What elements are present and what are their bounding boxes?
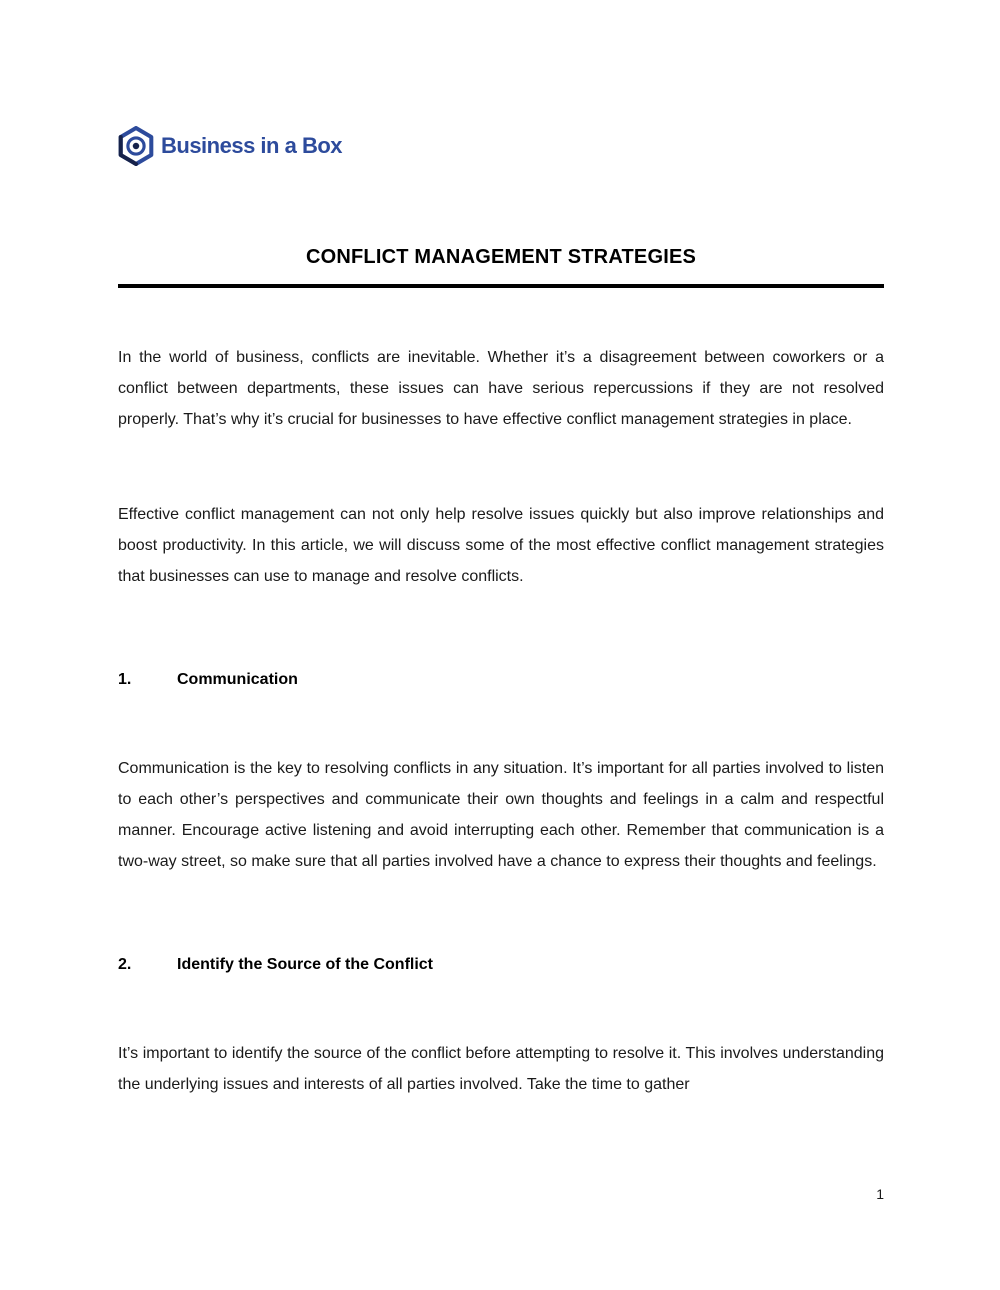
section-1-heading-label: Communication	[177, 671, 298, 688]
logo-wordmark: Business in a Box	[161, 133, 343, 158]
section-2-body: It’s important to identify the source of the conflict before attempting to resolve it. This involves understanding the underlying issues and interests of all parties involved. Take the time to gather	[118, 1045, 884, 1093]
hexagon-logo-icon	[118, 126, 154, 166]
document-content	[118, 0, 884, 1100]
section-1-number: 1.	[118, 671, 132, 688]
section-1-body: Communication is the key to resolving conflicts in any situation. It’s important for all parties involved to listen to each other’s perspectives and communicate their own thoughts and feelings in a calm and respectful manner. Encourage active listening and avoid interrupting each other. Remember that communication is a two-way street, so make sure that all parties involved have a chance to express their thoughts and feelings.	[118, 760, 884, 870]
section-2-number: 2.	[118, 956, 132, 973]
business-in-a-box-logo	[118, 126, 884, 166]
page-number: 1	[876, 1186, 884, 1202]
intro-paragraph-2: Effective conflict management can not only help resolve issues quickly but also improve relationships and boost productivity. In this article, we will discuss some of the most effective conflict management strategies that businesses can use to manage and resolve conflicts.	[118, 506, 884, 585]
section-2-heading	[118, 949, 884, 980]
section-2-heading-label: Identify the Source of the Conflict	[177, 956, 434, 973]
intro-paragraph-1: In the world of business, conflicts are inevitable. Whether it’s a disagreement between coworkers or a conflict between departments, these issues can have serious repercussions if they are not resolved properly. That’s why it’s crucial for businesses to have effective conflict management strategies in place.	[118, 349, 884, 428]
document-title: CONFLICT MANAGEMENT STRATEGIES	[305, 246, 697, 268]
section-1-heading	[118, 664, 884, 695]
title-divider-rule	[118, 284, 884, 288]
